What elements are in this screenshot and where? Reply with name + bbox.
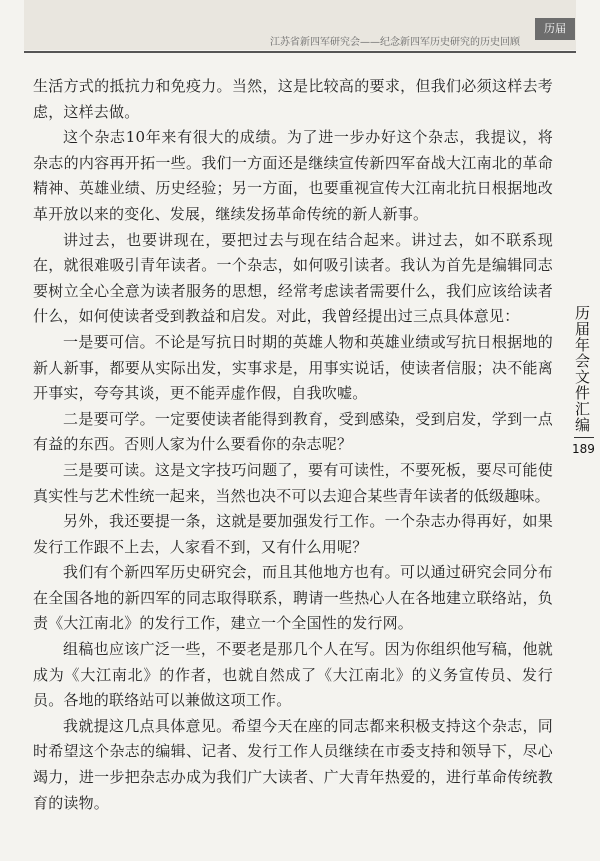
paragraph: 讲过去，也要讲现在，要把过去与现在结合起来。讲过去，如不联系现在，就很难吸引青年读者。一个杂志，如何吸引读者。我认为首先是编辑同志要树立全心全意为读者服务的思想，经常考虑读者需要什么，我们应该给读者什么，如何使读者受到教益和启发。对此，我曾经提出过三点具体意见： bbox=[33, 230, 553, 326]
paragraph: 这个杂志10年来有很大的成绩。为了进一步办好这个杂志，我提议，将杂志的内容再开拓一些。我们一方面还是继续宣传新四军奋战大江南北的革命精神、英雄业绩、历史经验；另一方面，也要重视宣传大江南北抗日根据地改革开放以来的变化、发展，继续发扬革命传统的新人新事。 bbox=[33, 128, 553, 223]
sidebar-rule bbox=[574, 437, 594, 438]
paragraph: 二是要可学。一定要使读者能得到教育，受到感染，受到启发，学到一点有益的东西。否则人家为什么要看你的杂志呢？ bbox=[33, 409, 553, 454]
paragraph: 我们有个新四军历史研究会，而且其他地方也有。可以通过研究会同分布在全国各地的新四军的同志取得联系，聘请一些热心人在各地建立联络站，负责《大江南北》的发行工作，建立一个全国性的发行网。 bbox=[33, 563, 553, 633]
side-margin bbox=[572, 305, 596, 456]
paragraph: 我就提这几点具体意见。希望今天在座的同志都来积极支持这个杂志，同时希望这个杂志的编辑、记者、发行工作人员继续在市委支持和领导下，尽心竭力，进一步把杂志办成为我们广大读者、广大青年热爱的，进行革命传统教育的读物。 bbox=[33, 716, 553, 812]
paragraph: 三是要可读。这是文字技巧问题了，要有可读性，不要死板，要尽可能使真实性与艺术性统一起来，当然也决不可以去迎合某些青年读者的低级趣味。 bbox=[33, 460, 553, 505]
paragraph: 组稿也应该广泛一些，不要老是那几个人在写。因为你组织他写稿，他就成为《大江南北》的作者，也就自然成了《大江南北》的义务宣传员、发行员。各地的联络站可以兼做这项工作。 bbox=[33, 640, 553, 710]
paragraph: 生活方式的抵抗力和免疫力。当然，这是比较高的要求，但我们必须这样去考虑，这样去做。 bbox=[33, 77, 553, 121]
header-logo: 历届 bbox=[535, 18, 575, 40]
series-title: 历届年会文件汇编 bbox=[573, 305, 591, 433]
running-title: 江苏省新四军研究会——纪念新四军历史研究的历史回顾 bbox=[270, 37, 520, 48]
body-text bbox=[33, 74, 553, 816]
header-rule bbox=[24, 51, 576, 53]
paragraph: 另外，我还要提一条，这就是要加强发行工作。一个杂志办得再好，如果发行工作跟不上去，人家看不到，又有什么用呢？ bbox=[33, 512, 553, 556]
paragraph: 一是要可信。不论是写抗日时期的英雄人物和英雄业绩或写抗日根据地的新人新事，都要从实际出发，实事求是，用事实说话，使读者信服；决不能离开事实，夸夸其谈，更不能弄虚作假，自我吹嘘。 bbox=[33, 332, 553, 403]
page-number: 189 bbox=[572, 442, 595, 456]
page-header bbox=[0, 0, 600, 62]
